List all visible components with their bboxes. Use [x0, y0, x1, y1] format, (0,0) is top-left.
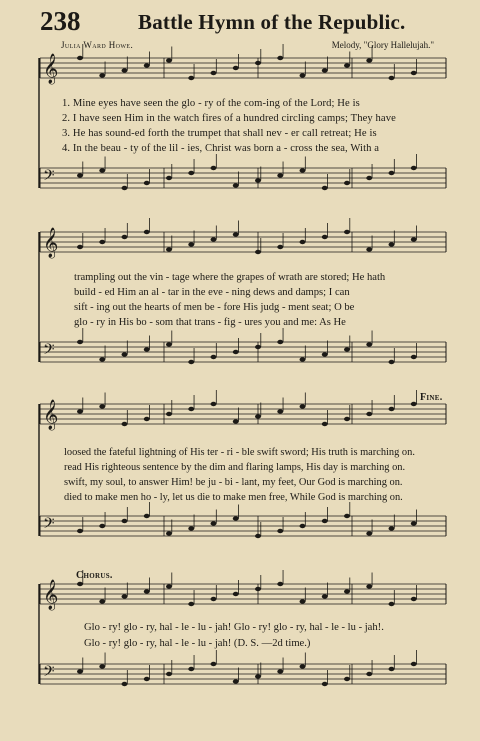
note-head [122, 68, 128, 72]
note-head [211, 597, 217, 601]
note-head [344, 230, 350, 234]
note-head [144, 181, 150, 185]
note-head [389, 602, 395, 606]
note-head [77, 56, 83, 60]
verse-3-line-2: sift - ing out the hearts of men be - fore His judg - ment seat; O be [74, 302, 355, 313]
note-head [277, 245, 283, 249]
note-head [411, 166, 417, 170]
note-head [166, 247, 172, 251]
verse-3-line-3: swift, my soul, to answer Him! be ju - bi - lant, my feet, Our God is marching on. [64, 477, 403, 488]
note-head [300, 357, 306, 361]
note-head [144, 589, 150, 593]
chorus-line-1: Glo - ry! glo - ry, hal - le - lu - jah! Glo - ry! glo - ry, hal - le - lu - jah!. [84, 622, 384, 633]
note-head [366, 531, 372, 535]
note-head [233, 592, 239, 596]
note-head [211, 402, 217, 406]
note-head [166, 342, 172, 346]
note-head [233, 66, 239, 70]
note-head [188, 171, 194, 175]
note-head [322, 186, 328, 190]
note-head [255, 250, 261, 254]
note-head [389, 407, 395, 411]
verse-4-line-2: glo - ry in His bo - som that trans - fig - ures you and me: As He [74, 317, 346, 328]
note-head [322, 519, 328, 523]
chorus-line-2: Glo - ry! glo - ry, hal - le - lu - jah! (D. S. —2d time.) [84, 638, 311, 649]
verse-4-line-3: died to make men ho - ly, let us die to make men free, While God is marching on. [64, 492, 403, 503]
note-head [211, 521, 217, 525]
note-head [255, 587, 261, 591]
note-head [277, 173, 283, 177]
note-head [344, 63, 350, 67]
note-head [322, 682, 328, 686]
note-head [366, 412, 372, 416]
verse-1-line-3: loosed the fateful lightning of His ter - ri - ble swift sword; His truth is marching on. [64, 447, 415, 458]
note-head [144, 514, 150, 518]
note-head [233, 419, 239, 423]
bass-clef: 𝄢 [43, 515, 55, 536]
verse-2-line-2: build - ed Him an al - tar in the eve - ning dews and damps; I can [74, 287, 350, 298]
treble-clef: 𝄞 [43, 400, 59, 430]
treble-clef: 𝄞 [43, 580, 59, 610]
note-head [411, 521, 417, 525]
note-head [122, 235, 128, 239]
note-head [411, 402, 417, 406]
note-head [122, 422, 128, 426]
note-head [411, 71, 417, 75]
note-head [188, 526, 194, 530]
fine-marker: Fine. [420, 392, 443, 403]
note-head [411, 237, 417, 241]
melody-credit: Melody, "Glory Hallelujah." [331, 40, 434, 50]
note-head [300, 664, 306, 668]
note-head [277, 409, 283, 413]
note-head [389, 526, 395, 530]
note-head [211, 166, 217, 170]
note-head [255, 534, 261, 538]
note-head [122, 682, 128, 686]
note-head [344, 417, 350, 421]
note-head [99, 524, 105, 528]
note-head [277, 56, 283, 60]
note-head [77, 582, 83, 586]
note-head [166, 584, 172, 588]
note-head [144, 230, 150, 234]
bass-clef: 𝄢 [43, 167, 55, 188]
note-head [122, 594, 128, 598]
note-head [122, 352, 128, 356]
note-head [233, 516, 239, 520]
note-head [277, 529, 283, 533]
note-head [211, 662, 217, 666]
note-head [389, 171, 395, 175]
note-head [255, 414, 261, 418]
note-head [277, 582, 283, 586]
note-head [389, 76, 395, 80]
note-head [300, 168, 306, 172]
note-head [144, 677, 150, 681]
note-head [366, 176, 372, 180]
note-head [366, 247, 372, 251]
note-head [322, 235, 328, 239]
note-head [99, 240, 105, 244]
note-head [166, 672, 172, 676]
verse-4-line-1: 4. In the beau - ty of the lil - ies, Christ was born a - cross the sea, With a [62, 143, 380, 154]
note-head [144, 63, 150, 67]
hymn-number: 238 [40, 6, 81, 36]
note-head [166, 58, 172, 62]
bass-clef: 𝄢 [43, 663, 55, 684]
verse-2-line-3: read His righteous sentence by the dim and flaring lamps, His day is marching on. [64, 462, 406, 473]
note-head [366, 584, 372, 588]
note-head [366, 58, 372, 62]
author-credit: Julia Ward Howe. [61, 40, 134, 50]
note-head [77, 245, 83, 249]
note-head [144, 347, 150, 351]
note-head [77, 173, 83, 177]
note-head [389, 242, 395, 246]
note-head [411, 662, 417, 666]
note-head [144, 417, 150, 421]
note-head [99, 664, 105, 668]
note-head [211, 355, 217, 359]
note-head [277, 669, 283, 673]
note-head [366, 342, 372, 346]
note-head [255, 345, 261, 349]
note-head [211, 237, 217, 241]
verse-1-line-2: trampling out the vin - tage where the grapes of wrath are stored; He hath [74, 272, 386, 283]
note-head [77, 669, 83, 673]
note-head [300, 240, 306, 244]
hymn-title: Battle Hymn of the Republic. [138, 10, 406, 34]
note-head [389, 667, 395, 671]
note-head [322, 594, 328, 598]
note-head [411, 355, 417, 359]
note-heads [77, 44, 417, 686]
note-head [166, 531, 172, 535]
note-head [233, 183, 239, 187]
verse-2-line-1: 2. I have seen Him in the watch fires of a hundred circling camps; They have [62, 113, 396, 124]
note-head [99, 168, 105, 172]
note-head [188, 667, 194, 671]
note-head [344, 589, 350, 593]
chorus-marker: Chorus. [76, 570, 113, 581]
note-head [99, 599, 105, 603]
note-head [233, 232, 239, 236]
verse-3-line-1: 3. He has sound-ed forth the trumpet that shall nev - er call retreat; He is [62, 128, 377, 139]
note-head [211, 71, 217, 75]
note-head [300, 599, 306, 603]
note-head [166, 412, 172, 416]
note-head [277, 340, 283, 344]
note-head [366, 672, 372, 676]
note-head [255, 674, 261, 678]
note-head [166, 176, 172, 180]
note-head [322, 68, 328, 72]
note-head [233, 679, 239, 683]
note-head [188, 407, 194, 411]
treble-clef: 𝄞 [43, 54, 59, 84]
note-head [188, 242, 194, 246]
note-head [344, 514, 350, 518]
note-head [233, 350, 239, 354]
note-head [322, 422, 328, 426]
note-head [389, 360, 395, 364]
treble-clef: 𝄞 [43, 228, 59, 258]
note-head [122, 519, 128, 523]
verse-1-line-1: 1. Mine eyes have seen the glo - ry of the com-ing of the Lord; He is [62, 98, 360, 109]
note-head [77, 409, 83, 413]
note-head [188, 76, 194, 80]
note-head [322, 352, 328, 356]
note-head [99, 357, 105, 361]
note-head [188, 360, 194, 364]
note-head [255, 178, 261, 182]
note-head [77, 529, 83, 533]
note-head [122, 186, 128, 190]
note-head [300, 524, 306, 528]
note-head [344, 181, 350, 185]
note-head [99, 73, 105, 77]
note-head [300, 404, 306, 408]
note-head [344, 347, 350, 351]
note-head [344, 677, 350, 681]
note-head [188, 602, 194, 606]
note-head [255, 61, 261, 65]
note-head [300, 73, 306, 77]
note-head [99, 404, 105, 408]
note-head [77, 340, 83, 344]
note-head [411, 597, 417, 601]
bass-clef: 𝄢 [43, 341, 55, 362]
